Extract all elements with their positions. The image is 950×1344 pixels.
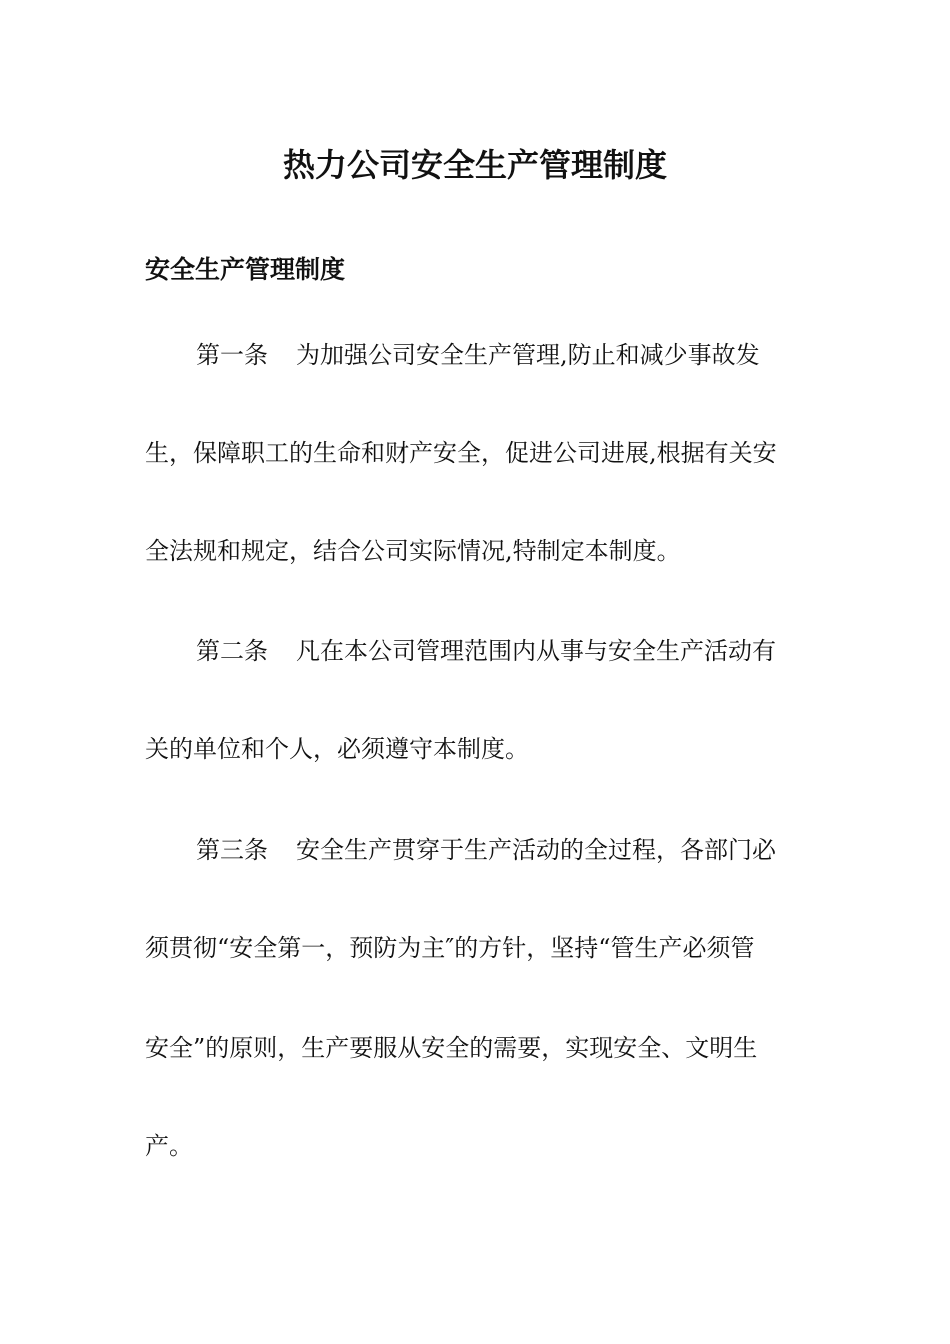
- article-3-line-4: 产。: [145, 1132, 193, 1160]
- article-2-number: 第二条: [196, 637, 268, 665]
- article-2-line-1: [196, 631, 776, 671]
- article-2-text-1: 凡在本公司管理范围内从事与安全生产活动有: [296, 637, 776, 665]
- article-1-line-3: 全法规和规定，结合公司实际情况,特制定本制度。: [145, 537, 681, 565]
- article-1-line-1: [196, 335, 760, 375]
- article-3-text-1: 安全生产贯穿于生产活动的全过程，各部门必: [296, 836, 776, 864]
- article-1-line-2: 生，保障职工的生命和财产安全，促进公司进展,根据有关安: [145, 439, 777, 467]
- article-2-line-2: 关的单位和个人，必须遵守本制度。: [145, 735, 529, 763]
- article-3-line-2: 须贯彻“安全第一，预防为主″的方针，坚持“管生产必须管: [145, 934, 755, 962]
- article-1-number: 第一条: [196, 341, 268, 369]
- document-title: 热力公司安全生产管理制度: [282, 146, 667, 184]
- article-3-line-3: 安全”的原则，生产要服从安全的需要，实现安全、文明生: [145, 1034, 758, 1062]
- article-1-text-1: 为加强公司安全生产管理,防止和减少事故发: [296, 341, 760, 369]
- article-3-line-1: [196, 830, 776, 870]
- article-3-number: 第三条: [196, 836, 268, 864]
- section-heading: 安全生产管理制度: [145, 255, 346, 284]
